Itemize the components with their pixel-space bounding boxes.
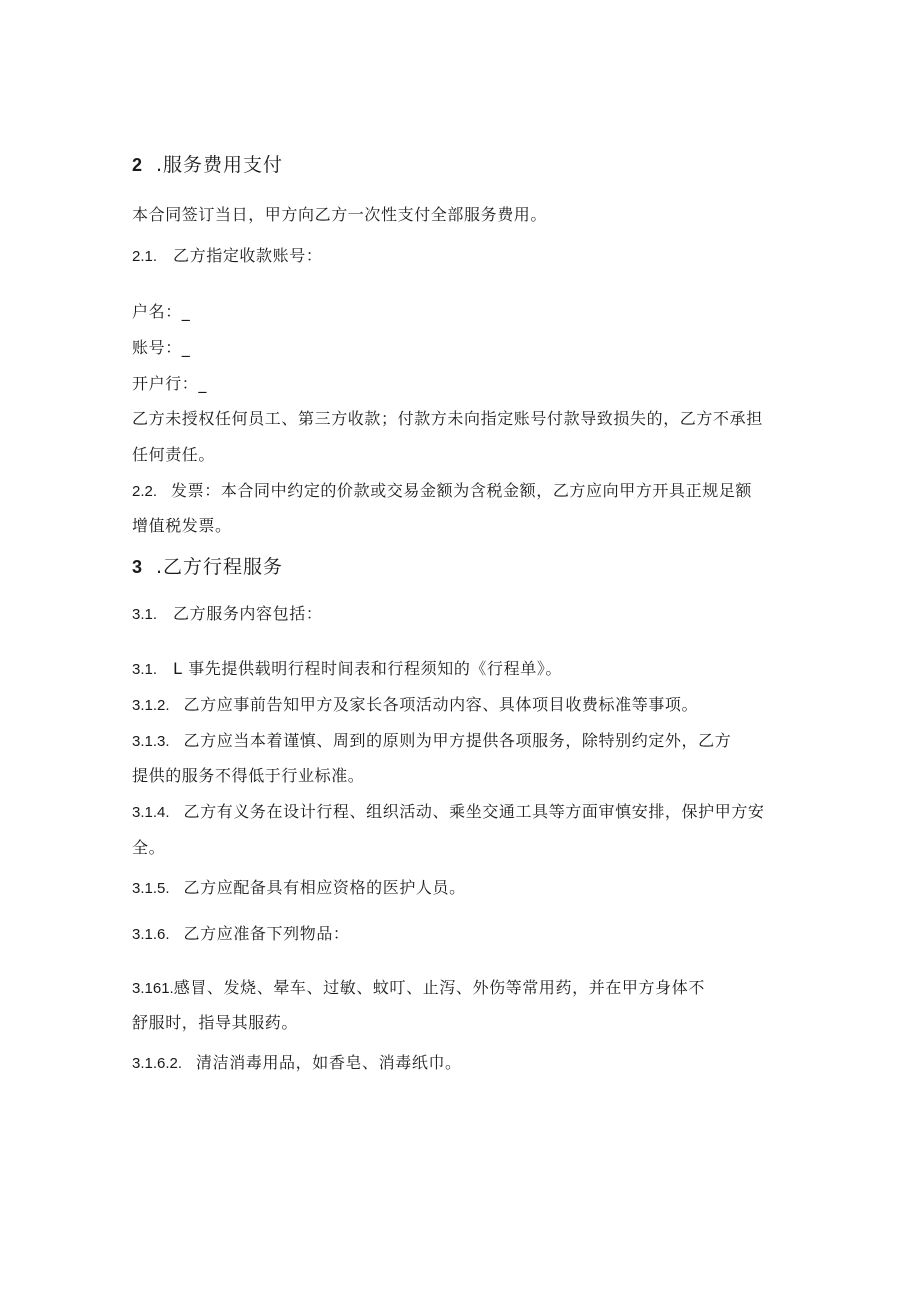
clause-3-1-3 xyxy=(132,731,731,752)
clause-2-2 xyxy=(132,481,752,502)
clause-text: L 事先提供载明行程时间表和行程须知的《行程单》。 xyxy=(173,659,563,678)
clause-3-1 xyxy=(132,604,322,625)
clause-number: 3.1.4. xyxy=(132,804,170,821)
heading-title: .服务费用支付 xyxy=(156,154,284,176)
clause-3-1-6-1 xyxy=(132,978,705,999)
clause-text: 发票：本合同中约定的价款或交易金额为含税金额，乙方应向甲方开具正规足额 xyxy=(171,481,753,500)
section-heading-2 xyxy=(132,155,283,175)
clause-text: 乙方应准备下列物品： xyxy=(183,924,350,943)
account-name-line: 户名：_ xyxy=(132,302,191,321)
clause-text: 感冒、发烧、晕车、过敏、蚊叮、止泻、外伤等常用药，并在甲方身体不 xyxy=(173,978,705,997)
clause-text: 乙方应当本着谨慎、周到的原则为甲方提供各项服务，除特别约定外，乙方 xyxy=(183,731,732,750)
clause-number: 3.1.3. xyxy=(132,733,170,750)
clause-3-1-3-line-2: 提供的服务不得低于行业标准。 xyxy=(132,766,365,785)
bank-line: 开户行：_ xyxy=(132,374,208,393)
clause-text: 乙方应配备具有相应资格的医护人员。 xyxy=(183,878,466,897)
heading-title: .乙方行程服务 xyxy=(156,556,284,578)
section-heading-3 xyxy=(132,557,283,577)
heading-number: 3 xyxy=(132,557,143,577)
clause-number: 3.1.2. xyxy=(132,697,170,714)
clause-number: 3.1. xyxy=(132,661,158,678)
clause-text: 乙方指定收款账号： xyxy=(173,246,323,265)
heading-number: 2 xyxy=(132,155,143,175)
clause-text: 乙方应事前告知甲方及家长各项活动内容、具体项目收费标准等事项。 xyxy=(183,695,699,714)
clause-text: 乙方服务内容包括： xyxy=(173,604,323,623)
paragraph-intro: 本合同签订当日，甲方向乙方一次性支付全部服务费用。 xyxy=(132,205,548,224)
clause-3-1-6-1-line-2: 舒服时，指导其服药。 xyxy=(132,1013,299,1032)
clause-3-1-5 xyxy=(132,878,466,899)
clause-2-2-line-2: 增值税发票。 xyxy=(132,516,232,535)
clause-number: 3.1.6. xyxy=(132,926,170,943)
clause-3-1-2 xyxy=(132,695,698,716)
clause-number: 3.161. xyxy=(132,980,174,997)
account-number-line: 账号：_ xyxy=(132,338,191,357)
notice-line-1: 乙方未授权任何员工、第三方收款；付款方未向指定账号付款导致损失的，乙方不承担 xyxy=(132,409,763,428)
clause-number: 3.1.5. xyxy=(132,880,170,897)
notice-line-2: 任何责任。 xyxy=(132,445,216,464)
clause-3-1-4 xyxy=(132,802,765,823)
clause-number: 2.1. xyxy=(132,248,158,265)
clause-3-1-4-line-2: 全。 xyxy=(132,838,166,857)
clause-2-1 xyxy=(132,246,322,267)
clause-number: 3.1. xyxy=(132,606,158,623)
clause-text: 乙方有义务在设计行程、组织活动、乘坐交通工具等方面审慎安排，保护甲方安 xyxy=(183,802,765,821)
clause-3-1-6 xyxy=(132,924,350,945)
clause-text: 清洁消毒用品，如香皂、消毒纸巾。 xyxy=(196,1053,462,1072)
clause-number: 3.1.6.2. xyxy=(132,1055,183,1072)
clause-3-1-1 xyxy=(132,659,562,680)
clause-number: 2.2. xyxy=(132,483,158,500)
clause-3-1-6-2 xyxy=(132,1053,462,1074)
